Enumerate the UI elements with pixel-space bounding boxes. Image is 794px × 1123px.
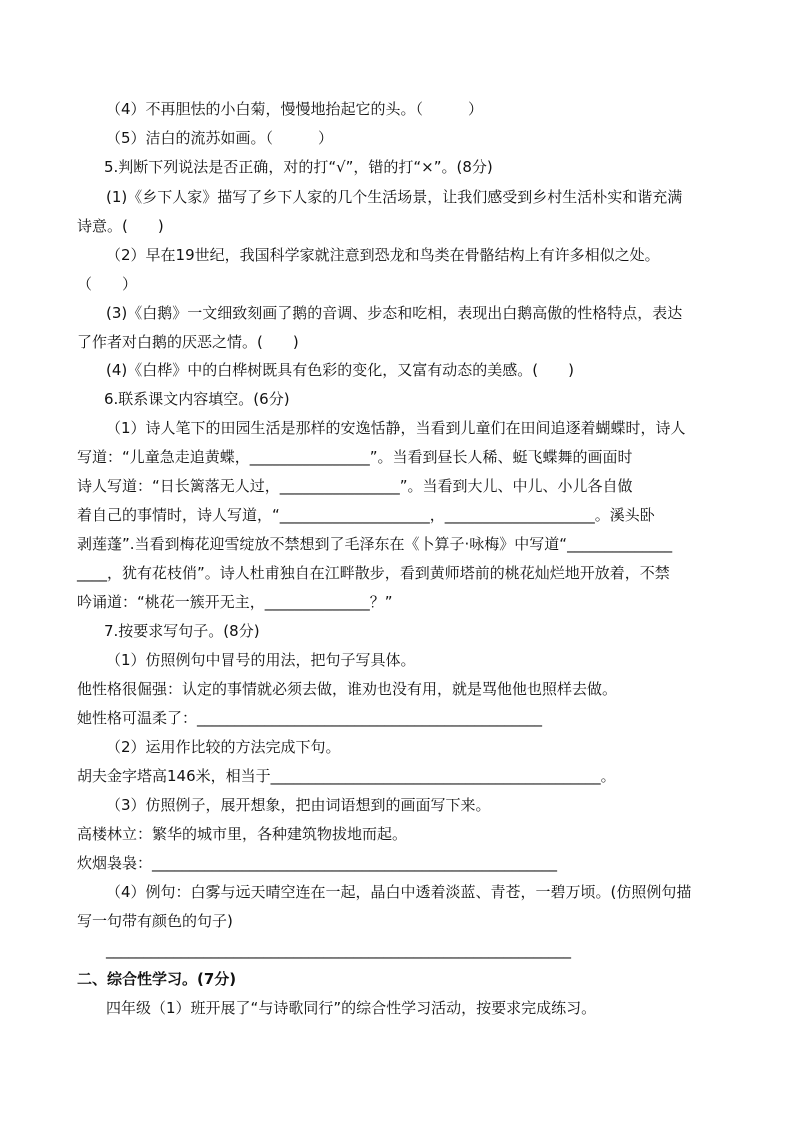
question-5-1: (1)《乡下人家》描写了乡下人家的几个生活场景，让我们感受到乡村生活朴实和谐充满 <box>106 188 683 206</box>
question-7-3: （3）仿照例子，展开想象，把由词语想到的画面写下来。 <box>106 796 491 814</box>
question-6-1-cont-c: 着自己的事情时，诗人写道，“____________________，____________________。溪头卧 <box>77 506 655 524</box>
question-6-heading: 6.联系课文内容填空。(6分) <box>104 390 290 408</box>
question-7-4-answer-line: ______________________________________________________________ <box>106 941 571 959</box>
question-7-2: （2）运用作比较的方法完成下句。 <box>106 738 341 756</box>
question-5-2: （2）早在19世纪，我国科学家就注意到恐龙和鸟类在骨骼结构上有许多相似之处。 <box>106 246 660 264</box>
question-6-1-cont-b: 诗人写道：“日长篱落无人过，________________”。当看到大儿、中儿、小儿各自做 <box>77 477 633 495</box>
question-7-3-answer: 炊烟袅袅：______________________________________________________ <box>77 854 558 872</box>
question-7-3-example: 高楼林立：繁华的城市里，各种建筑物拔地而起。 <box>77 825 408 843</box>
question-6-1-cont-d: 剥莲蓬”.当看到梅花迎雪绽放不禁想到了毛泽东在《卜算子·咏梅》中写道“______________ <box>77 535 673 553</box>
question-6-1-cont-e: ____，犹有花枝俏”。诗人杜甫独自在江畔散步，看到黄师塔前的桃花灿烂地开放着，不禁 <box>77 564 670 582</box>
question-7-heading: 7.按要求写句子。(8分) <box>104 622 260 640</box>
question-5-3-cont: 了作者对白鹅的厌恶之情。( ) <box>77 333 299 351</box>
question-5-1-cont: 诗意。( ) <box>77 217 164 235</box>
question-7-1-answer: 她性格可温柔了：______________________________________________ <box>77 709 543 727</box>
section-2-heading: 二、综合性学习。(7分) <box>77 970 237 988</box>
question-4-4: （4）不再胆怯的小白菊，慢慢地抬起它的头。（ ） <box>106 100 484 118</box>
question-6-1-cont-f: 吟诵道：“桃花一簇开无主，______________？” <box>77 593 393 611</box>
question-7-4-cont: 写一句带有颜色的句子) <box>77 912 233 930</box>
question-5-heading: 5.判断下列说法是否正确，对的打“√”，错的打“×”。(8分) <box>104 158 493 176</box>
question-6-1: （1）诗人笔下的田园生活是那样的安逸恬静，当看到儿童们在田间追逐着蝴蝶时，诗人 <box>106 419 686 437</box>
question-5-3: (3)《白鹅》一文细致刻画了鹅的音调、步态和吃相，表现出白鹅高傲的性格特点，表达 <box>106 304 683 322</box>
question-7-1-example: 他性格很倔强：认定的事情就必须去做，谁劝也没有用，就是骂他他也照样去做。 <box>77 680 618 698</box>
question-6-1-cont-a: 写道：“儿童急走追黄蝶，________________”。当看到昼长人稀、蜓飞蝶舞的画面时 <box>77 448 633 466</box>
question-7-2-answer: 胡夫金字塔高146米，相当于____________________________________________。 <box>77 767 616 785</box>
question-7-4: （4）例句：白雾与远天晴空连在一起，晶白中透着淡蓝、青苍，一碧万顷。(仿照例句描 <box>106 883 692 901</box>
question-5-2-cont: （ ） <box>77 275 138 293</box>
section-2-intro: 四年级（1）班开展了“与诗歌同行”的综合性学习活动，按要求完成练习。 <box>106 999 597 1017</box>
question-7-1: （1）仿照例句中冒号的用法，把句子写具体。 <box>106 651 416 669</box>
question-4-5: （5）洁白的流苏如画。（ ） <box>106 129 334 147</box>
question-5-4: (4)《白桦》中的白桦树既具有色彩的变化，又富有动态的美感。( ) <box>106 361 574 379</box>
